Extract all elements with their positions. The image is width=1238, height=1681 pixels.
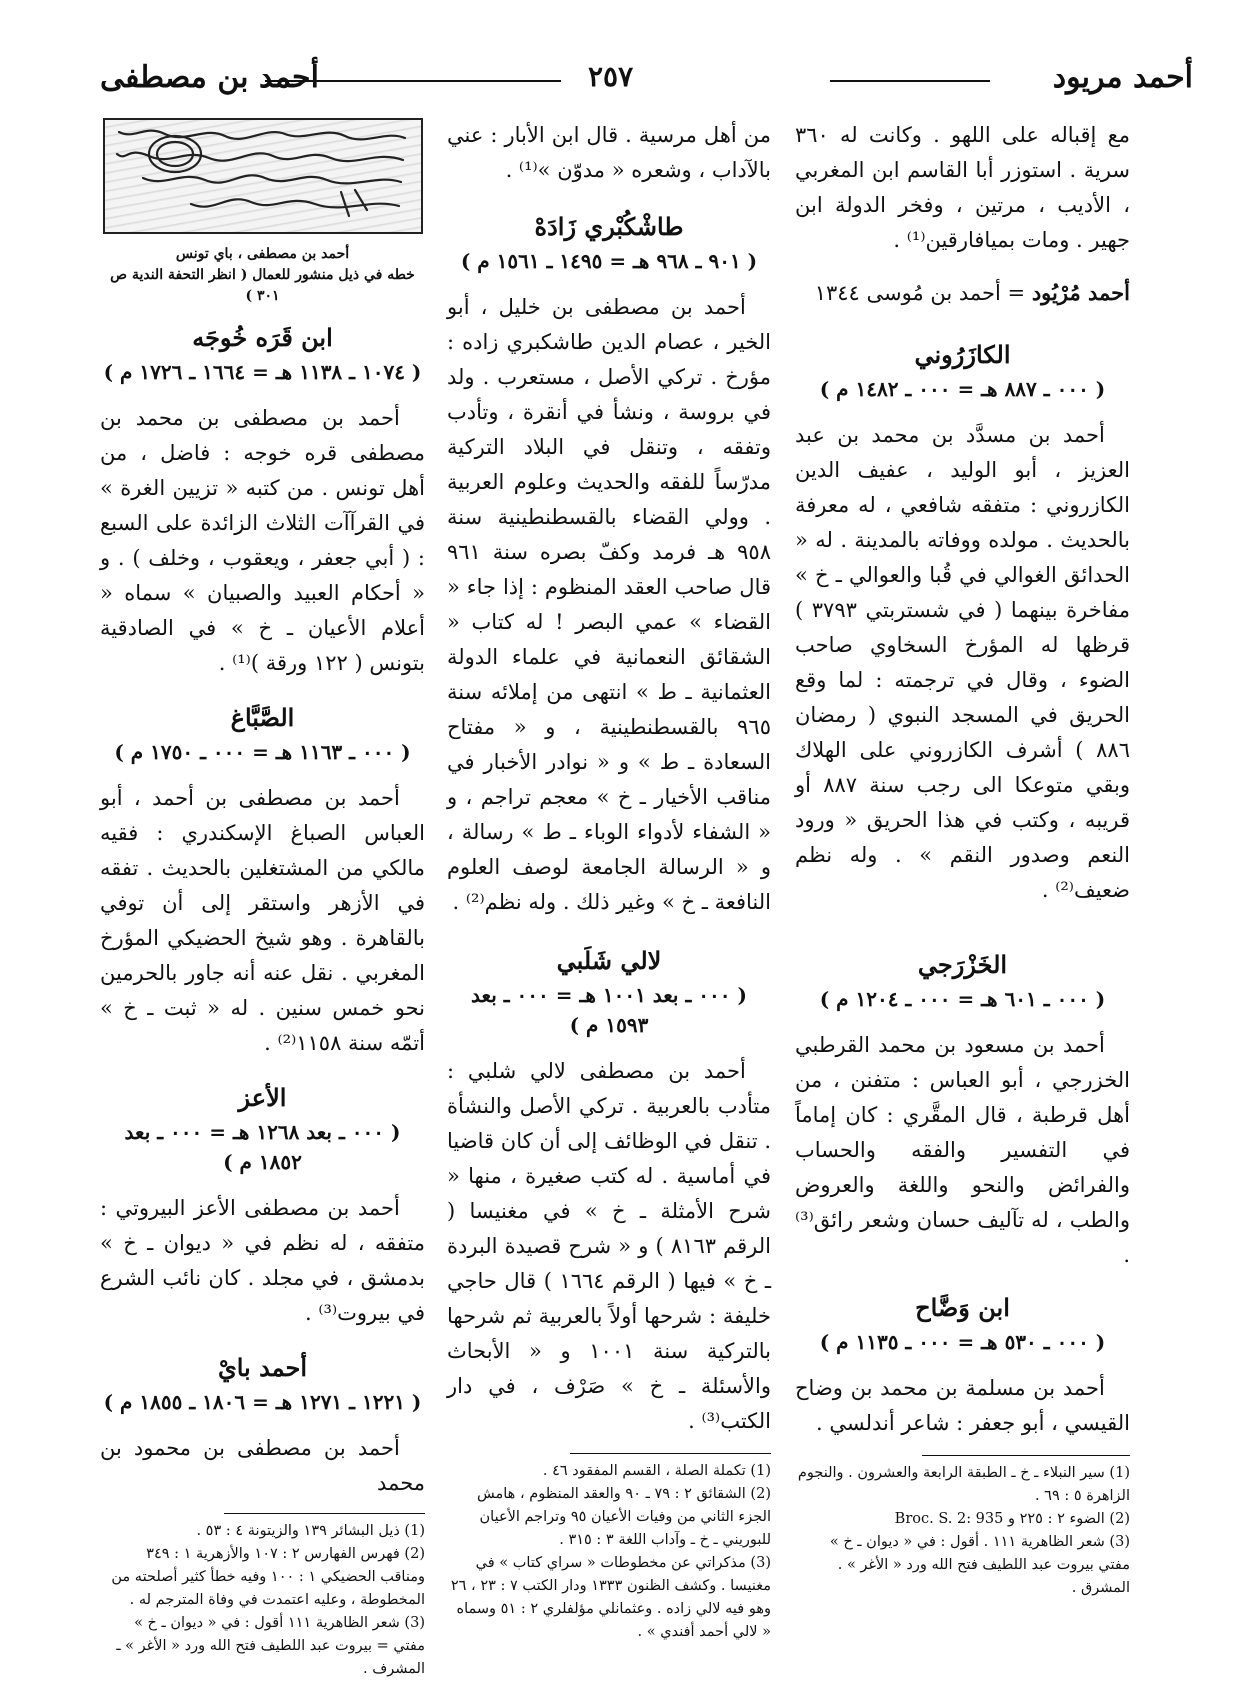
entry-body: أحمد بن مسلمة بن محمد بن وضاح القيسي ، أبو جعفر : شاعر أندلسي . (795, 1376, 1130, 1435)
entry-body: أحمد بن مصطفى بن أحمد ، أبو العباس الصباغ الإسكندري : فقيه مالكي من المشتغلين بالحديث . تفقه في الأزهر واستقر إلى أن توفي بالقاهرة . وهو شيخ الحضيكي المؤرخ المغربي . نقل عنه أنه جاور بالحرمين نحو خمس سنين . له « ثبت ـ خ » أتمّه سنة ١١٥٨⁽²⁾ . (100, 786, 425, 1055)
entry-body: أحمد بن مصطفى بن محمد بن مصطفى قره خوجه : فاضل ، من أهل تونس . من كتبه « تزيين الغرة » في القرآآت الثلاث الزائدة على السبع : ( أبي جعفر ، ويعقوب ، وخلف ) . و « أحكام العبيد والصبيان » سماه « أعلام الأعيان ـ خ » في الصادقية بتونس ( ١٢٢ ورقة )⁽¹⁾ . (100, 406, 425, 675)
entry-body: أحمد بن مصطفى لالي شلبي : متأدب بالعربية . تركي الأصل والنشأة . تنقل في الوظائف إلى أن كان قاضيا في أماسية . له كتب صغيرة ، منها « شرح الأمثلة ـ خ » في مغنيسا ( الرقم ٨١٦٣ ) و « شرح قصيدة البردة ـ خ » فيها ( الرقم ١٦٦٤ ) قال حاجي خليفة : شرحها أولاً بالعربية ثم شرحها بالتركية سنة ١٠٠١ و « الأبحاث والأسئلة ـ خ » صَرْف ، في دار الكتب⁽³⁾ . (447, 1059, 772, 1433)
footnote-rule (570, 1453, 771, 1454)
footnote: (1) ذيل البشائر ١٣٩ والزيتونة ٤ : ٥٣ . (196, 1523, 425, 1539)
entry-title: ابن وَضَّاح (915, 1293, 1010, 1322)
entry-body: أحمد بن مصطفى بن خليل ، أبو الخير ، عصام الدين طاشكبري زاده : مؤرخ . تركي الأصل ، مستعرب . ولد في بروسة ، ونشأ في أنقرة ، وتأدب وتفقه ، وتنقل في البلاد التركية مدرّساً للفقه والحديث وعلوم العربية . وولي القضاء بالقسطنطينية سنة ٩٥٨ هـ فرمد وكفّ بصره سنة ٩٦١ قال صاحب العقد المنظوم : إذا جاء « القضاء » عمي البصر ! له كتاب « الشقائق النعمانية في علماء الدولة العثمانية ـ ط » انتهى من إملائه سنة ٩٦٥ بالقسطنطينية ، و « مفتاح السعادة ـ ط » و « نوادر الأخبار في مناقب الأخيار ـ خ » معجم تراجم ، و « الشفاء لأدواء الوباء ـ ط » رسالة ، و « الرسالة الجامعة لوصف العلوم النافعة ـ خ » وغير ذلك . وله نظم⁽²⁾ . (447, 295, 771, 914)
footnote: (2) الشقائق ٢ : ٧٩ ـ ٩٠ والعقد المنظوم ، هامش الجزء الثاني من وفيات الأعيان ٩٥ وتراجم الأعيان للبوريني ـ خ ـ وآداب اللغة ٣ : ٣١٥ . (477, 1486, 771, 1548)
entry-dates: ( ٠٠٠ ـ ١١٦٣ هـ = ٠٠٠ ـ ١٧٥٠ م ) (114, 740, 411, 764)
footnote: (3) مذكراتي عن مخطوطات « سراي كتاب » في مغنيسا . وكشف الظنون ١٣٣٣ ودار الكتب ٧ : ٢٣ ، ٢٦ وهو فيه لالي زاده . وعثمانلي مؤلفلري ٢ : ٥١ وسماه « لالي أحمد أفندي » . (450, 1555, 771, 1640)
column-left (100, 118, 425, 1681)
entry-body: أحمد بن مسعود بن محمد القرطبي الخزرجي ، أبو العباس : متفنن ، من أهل قرطبة ، قال المقَّري : كان إماماً في التفسير والفقه والحساب والفرائض والنحو واللغة والعروض والطب ، له تآليف حسان وشعر رائق⁽³⁾ . (795, 1033, 1130, 1267)
footnote: (1) سير النبلاء ـ خ ـ الطبقة الرابعة والعشرون . والنجوم الزاهرة ٥ : ٦٩ . (797, 1465, 1130, 1504)
footnote: (1) تكملة الصلة ، القسم المفقود ٤٦ . (542, 1463, 771, 1479)
entry-dates: ( ١٠٧٤ ـ ١١٣٨ هـ = ١٦٦٤ ـ ١٧٢٦ م ) (103, 360, 422, 384)
entry-body: أحمد بن مصطفى بن محمود بن محمد (100, 1436, 425, 1495)
entry-dates: ( ١٢٢١ ـ ١٢٧١ هـ = ١٨٠٦ ـ ١٨٥٥ م ) (103, 1390, 422, 1414)
footnote-rule (224, 1513, 426, 1514)
footnote-rule (922, 1455, 1130, 1456)
image-caption: أحمد بن مصطفى ، باي تونس (175, 246, 350, 262)
entry-dates: ( ٠٠٠ ـ ٨٨٧ هـ = ٠٠٠ ـ ١٤٨٢ م ) (819, 377, 1106, 401)
entry-title: أحمد بايْ (217, 1353, 308, 1382)
footnote: (3) شعر الظاهرية ١١١ . أقول : في « ديوان ـ خ » مفتي بيروت عبد اللطيف فتح الله ورد « الأغر » . المشرق . (829, 1534, 1130, 1596)
entry-dates: ( ٠٠٠ ـ ٦٠١ هـ = ٠٠٠ ـ ١٢٠٤ م ) (819, 987, 1106, 1011)
running-header-right: أحمد مريود (1052, 60, 1193, 95)
page-number: ٢٥٧ (588, 60, 634, 93)
cross-reference-target: = أحمد بن مُوسى ١٣٤٤ (814, 281, 1032, 305)
entry-dates: ( ٠٠٠ ـ بعد ١٠٠١ هـ = ٠٠٠ ـ بعد ١٥٩٣ م ) (471, 983, 747, 1037)
entry-title: الكازَرُوني (914, 340, 1011, 369)
footnote: (3) شعر الظاهرية ١١١ أقول : في « ديوان ـ خ » مفتي = بيروت عبد اللطيف فتح الله ورد « الأغر » ـ المشرف . (116, 1615, 425, 1677)
entry-title: ابن قَرَه خُوجَه (192, 323, 333, 352)
footnote: (2) فهرس الفهارس ٢ : ١٠٧ والأزهرية ١ : ٣٤٩ ومناقب الحضيكي ١ : ١٠٠ وفيه خطأ كثير أصلحته من المخطوطة ، وعليه اعتمدت في وفاة المترجم له . (111, 1546, 425, 1608)
image-caption-source: خطه في ذيل منشور للعمال ( انظر التحفة الندية ص ٣٠١ ) (110, 267, 415, 304)
entry-title: لالي شَلَبي (556, 946, 662, 975)
entry-title: الأعز (238, 1083, 287, 1112)
signature-scribble-icon (105, 120, 421, 232)
column-middle (447, 118, 771, 1644)
entry-dates: ( ٠٠٠ ـ ٥٣٠ هـ = ٠٠٠ ـ ١١٣٥ م ) (819, 1330, 1106, 1354)
entry-body: أحمد بن مسدَّد بن محمد بن عبد العزيز ، أبو الوليد ، عفيف الدين الكازروني : متفقه شافعي ، له معرفة بالحديث . مولده ووفاته بالمدينة . له « الحدائق الغوالي في قُبا والعوالي ـ خ » مفاخرة بينهما ( في شستربتي ٣٧٩٣ ) قرظها له المؤرخ السخاوي صاحب الضوء ، وقال في ترجمته : لما وقع الحريق في المسجد النبوي ( رمضان ٨٨٦ ) أشرف الكازروني على الهلاك وبقي متوعكا الى رجب سنة ٨٨٧ أو قريبه ، وكتب في هذا الحريق « ورود النعم وصدور النقم » . وله نظم ضعيف⁽²⁾ . (795, 423, 1130, 902)
entry-dates: ( ٠٠٠ ـ بعد ١٢٦٨ هـ = ٠٠٠ ـ بعد ١٨٥٢ م ) (124, 1120, 401, 1174)
running-header-left: أحمد بن مصطفى (100, 60, 319, 95)
continued-text: من أهل مرسية . قال ابن الأبار : عني بالآداب ، وشعره « مدوّن »⁽¹⁾ . (447, 123, 771, 182)
entry-body: أحمد بن مصطفى الأعز البيروتي : متفقه ، له نظم في « ديوان ـ خ » بدمشق ، في مجلد . كان نائب الشرع في بيروت⁽³⁾ . (100, 1196, 425, 1325)
header-rule-right (830, 80, 990, 82)
continued-text: مع إقباله على اللهو . وكانت له ٣٦٠ سرية . استوزر أبا القاسم ابن المغربي ، الأديب ، مرتين ، وفخر الدولة ابن جهير . ومات بميافارقين⁽¹⁾ . (795, 123, 1130, 252)
footnote: (2) الضوء ٢ : ٢٢٥ و Broc. S. 2: 935 (894, 1511, 1130, 1527)
handwriting-sample-image (103, 118, 423, 234)
entry-dates: ( ٩٠١ ـ ٩٦٨ هـ = ١٤٩٥ ـ ١٥٦١ م ) (460, 249, 758, 273)
cross-reference-name: أحمد مُرْيُود (1031, 280, 1130, 305)
column-right (795, 118, 1130, 1600)
entry-title: الخَزْرَجي (917, 950, 1008, 979)
entry-title: طاشْكُبْري زَادَهْ (534, 212, 684, 241)
entry-title: الصَّبَّاغ (230, 703, 295, 732)
cross-reference (795, 276, 1130, 310)
